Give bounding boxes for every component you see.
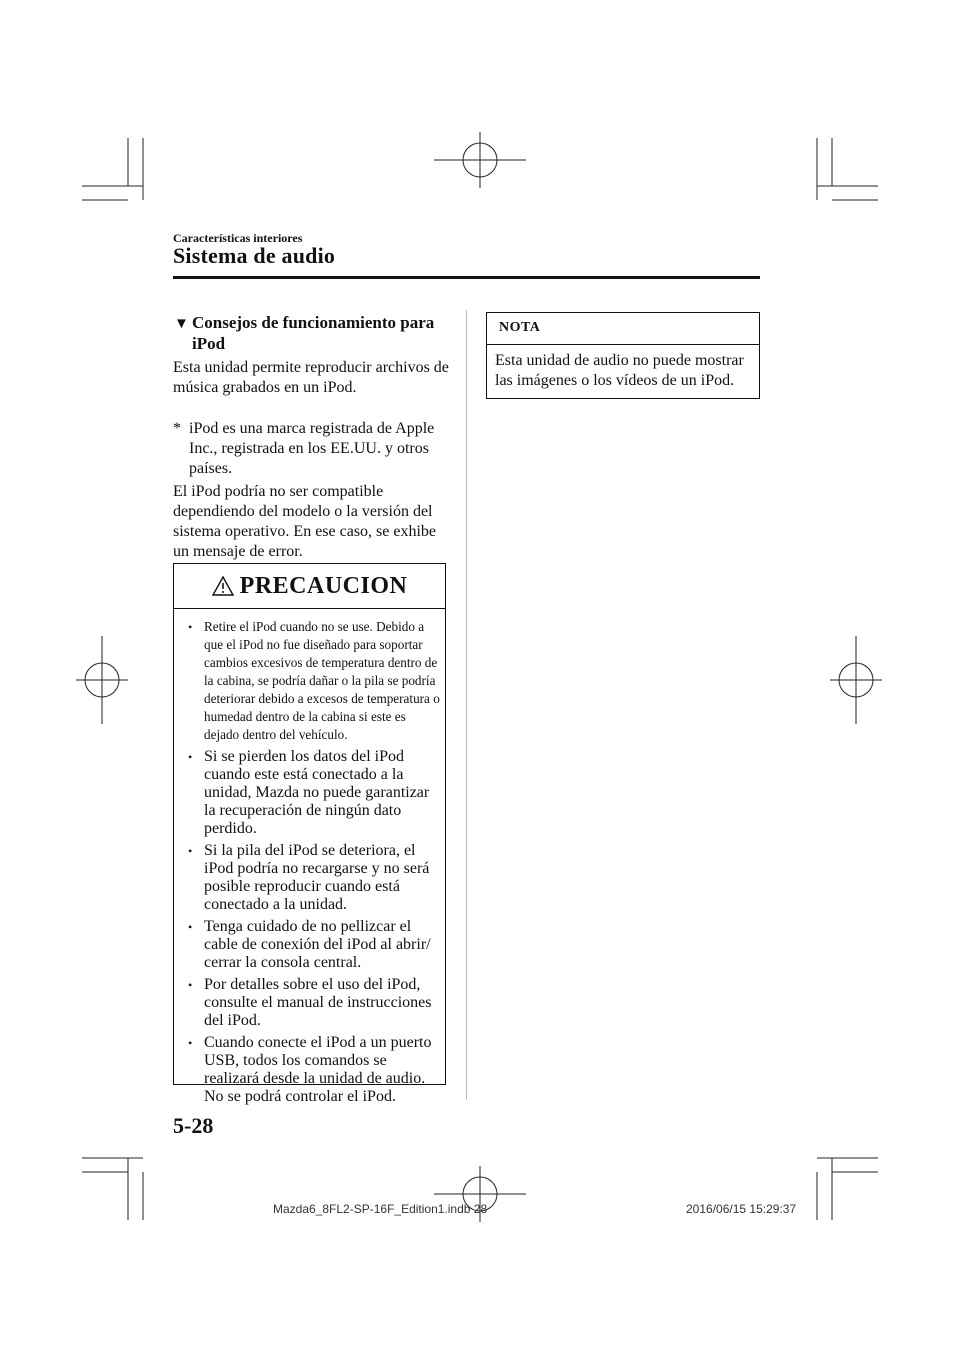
note-box [486,312,760,399]
caution-box [173,563,446,1105]
intro-paragraph: Esta unidad permite reproducir archivos de música grabados en un iPod. [173,359,449,396]
caution-title: PRECAUCION [239,572,408,599]
subheading-line1: Consejos de funcionamiento para [192,313,435,332]
print-file-info: Mazda6_8FL2-SP-16F_Edition1.indb 28 [273,1202,488,1216]
compat-paragraph: El iPod podría no ser compatible dependiendo del modelo o la versión del sistema operativo. En ese caso, se exhibe un mensaje de error. [173,483,437,560]
footnote-text: iPod es una marca registrada de Apple Inc., registrada en los EE.UU. y otros países. [189,420,435,477]
note-text: Esta unidad de audio no puede mostrar las imágenes o los vídeos de un iPod. [495,352,744,389]
note-header [487,313,759,345]
list-item: • Si se pierden los datos del iPod cuando este está conectado a la unidad, Mazda no puede garantizar la recuperación de ningún dato perdido. [188,748,430,837]
list-item: • Si la pila del iPod se deteriora, el iPod podría no recargarse y no será posible reproducir cuando está conectado a la unidad. [188,842,430,913]
triangle-down-icon: ▼ [174,316,189,332]
page-title: Sistema de audio [173,243,336,268]
list-item: • Por detalles sobre el uso del iPod, consulte el manual de instrucciones del iPod. [188,976,432,1029]
caution-list [186,618,442,1106]
warning-icon [212,576,234,596]
list-item: • Cuando conecte el iPod a un puerto USB, todos los comandos se realizará desde la unidad de audio. No se podrá controlar el iPod. [188,1034,432,1105]
subheading-line2: iPod [192,334,226,353]
page-number: 5-28 [173,1113,214,1138]
section-label: Características interiores [173,231,303,245]
print-date-info: 2016/06/15 15:29:37 [686,1202,797,1216]
footnote [173,419,448,479]
column-divider [466,310,467,1100]
caution-header [174,564,445,609]
footnote-marker: * [173,420,181,437]
list-item: • Retire el iPod cuando no se use. Debido a que el iPod no fue diseñado para soportar cambios excesivos de temperatura dentro de la cabina, se podría dañar o la pila se podría deteriorar debido a excesos de temperatura o humedad dentro de la cabina si este es dejado dentro del vehículo. [188,619,440,742]
list-item: • Tenga cuidado de no pellizcar el cable de conexión del iPod al abrir/ cerrar la consola central. [188,918,431,971]
note-title: NOTA [499,320,541,335]
header-rule [173,276,760,279]
subheading [174,313,449,354]
